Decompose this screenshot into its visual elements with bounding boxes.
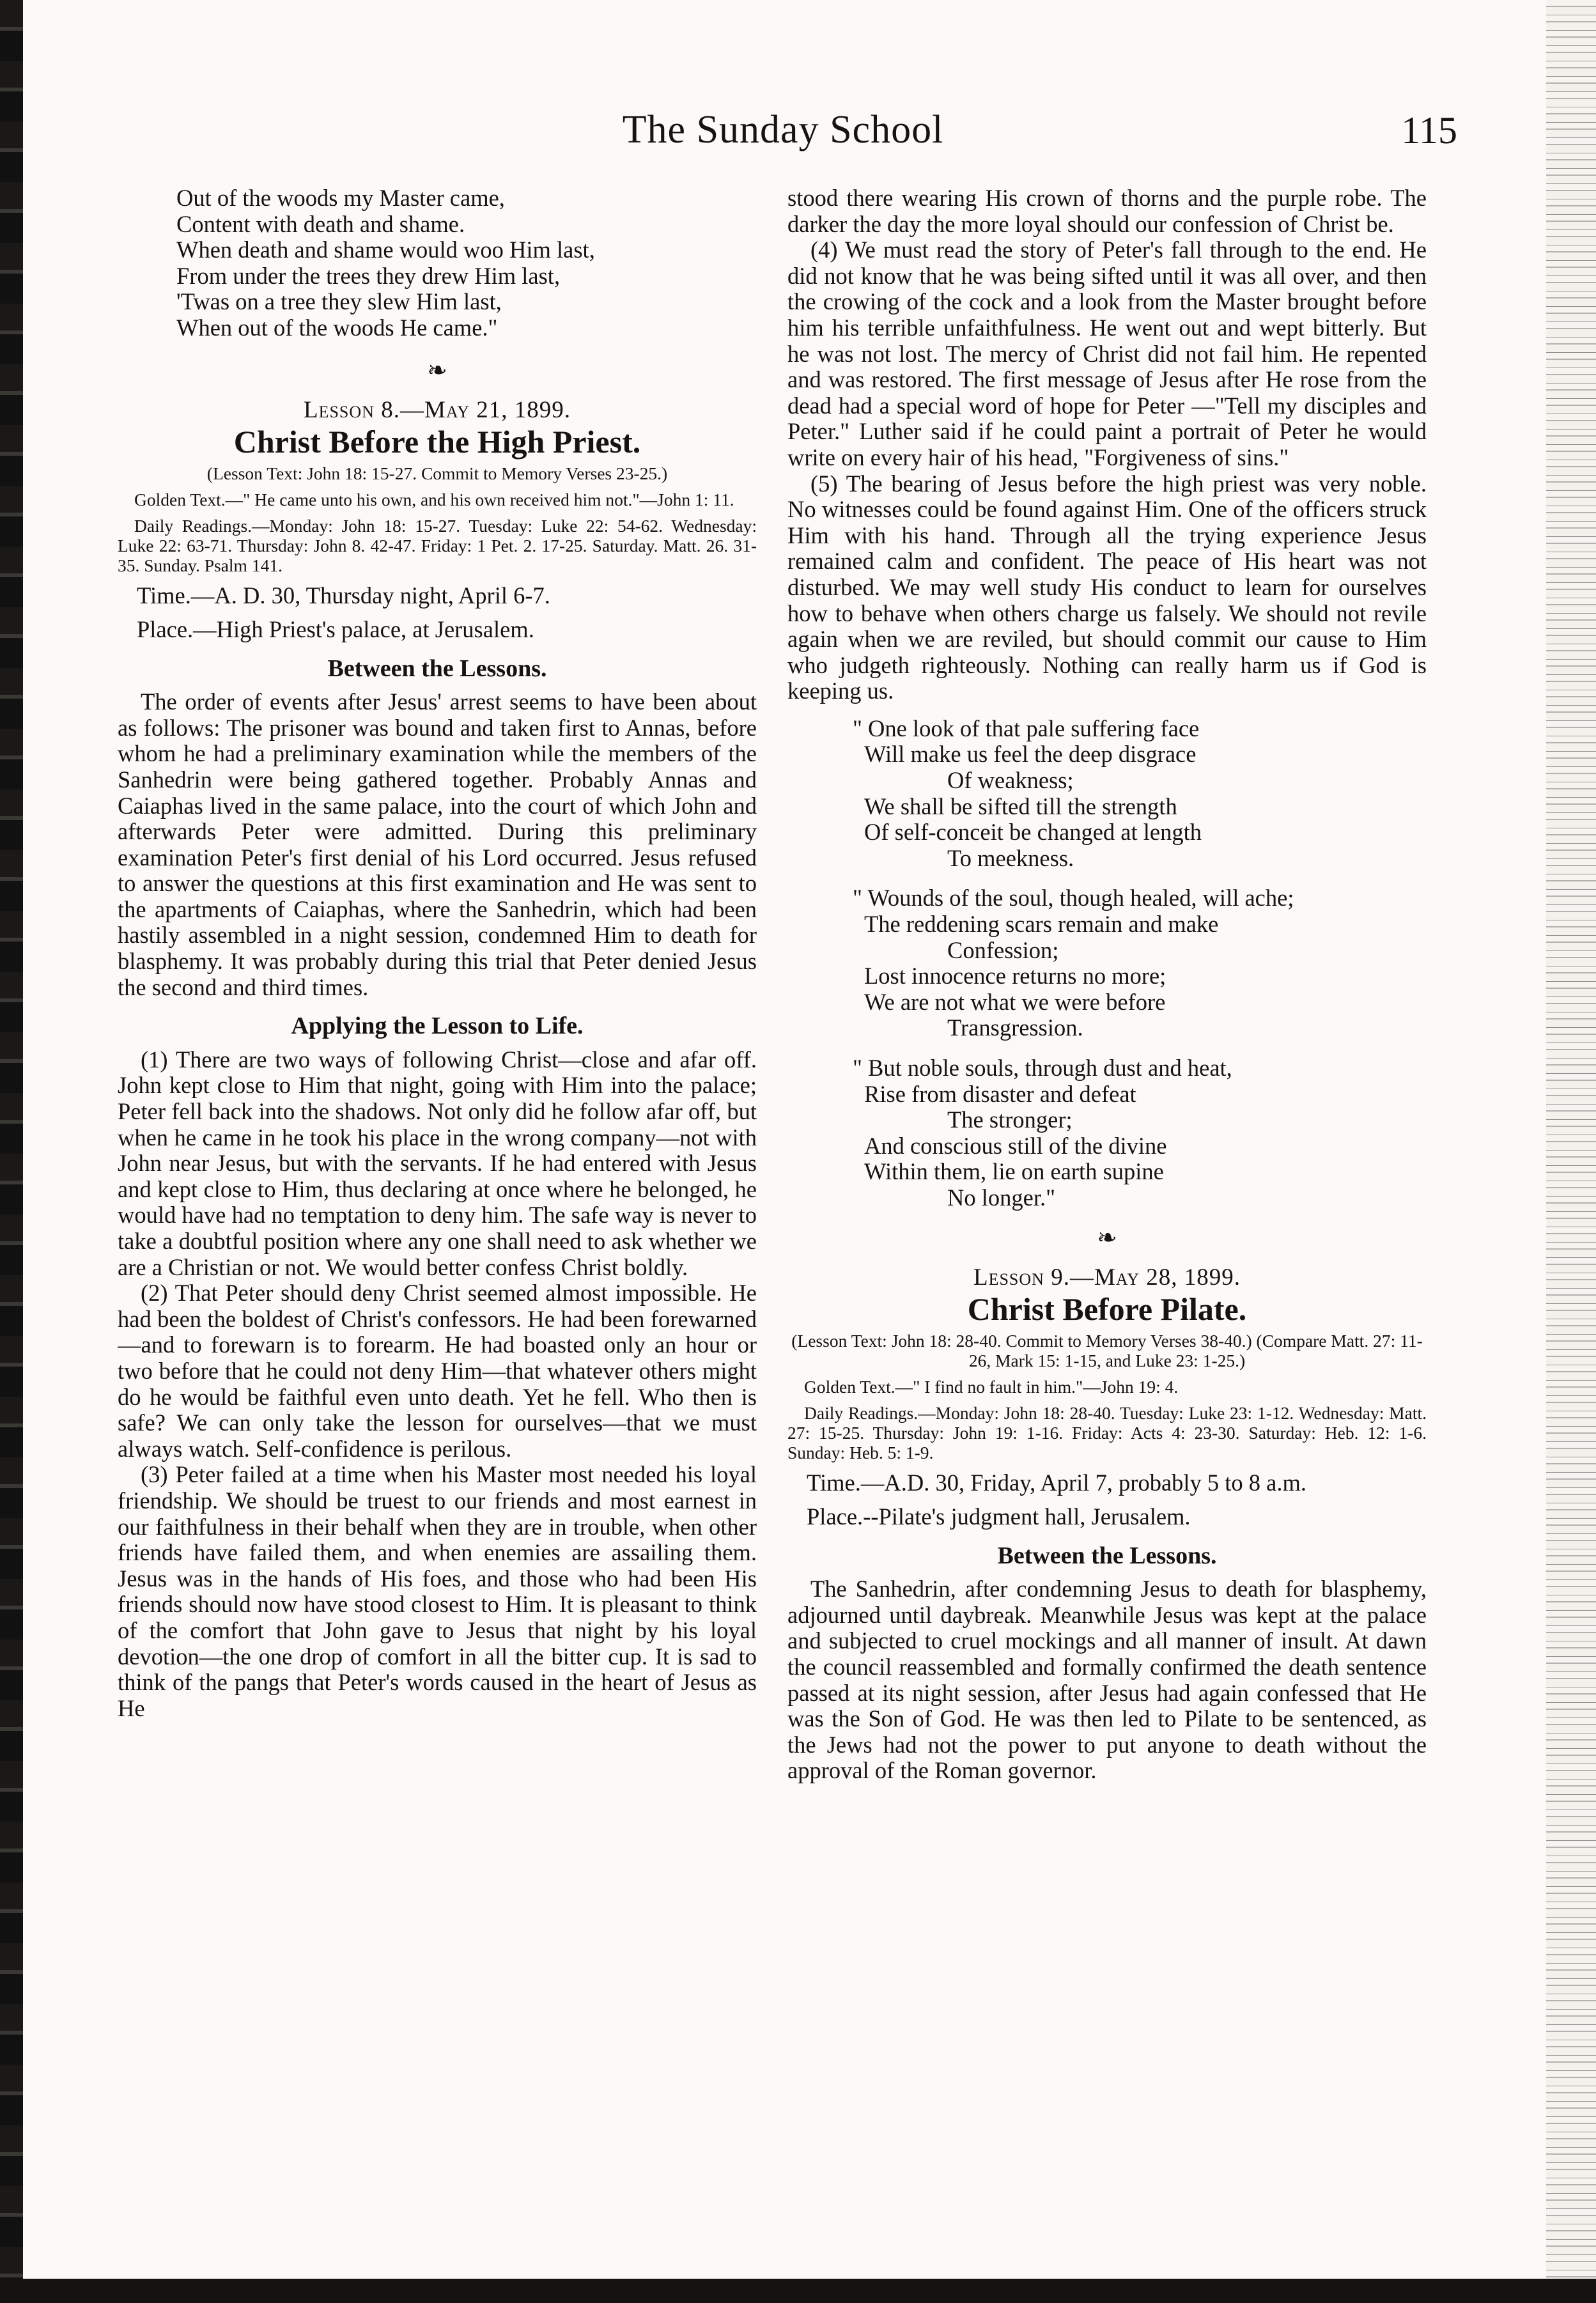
lesson-8-applying-heading: Applying the Lesson to Life.: [291, 1012, 584, 1040]
poem-line: The stronger;: [947, 1106, 1073, 1133]
left-column: [118, 185, 757, 2103]
page-number: 115: [1401, 109, 1457, 151]
lesson-8-point-4: (4) We must read the story of Peter's fall through to the end. He did not know that he was being sifted until it was all over, and then the crowing of the cock and a look from the Master brought before him his terrible unfaithfulness. He went out and wept bitterly. But he was not lost. The mercy of Christ did not fail him. He repented and was restored. The first message of Jesus after He rose from the dead had a special word of hope for Peter —"Tell my disciples and Peter." Luther said if he could paint a portrait of Peter he would write on every hair of his head, "Forgiveness of sins.": [787, 237, 1427, 470]
lesson-9-number: Lesson 9.—May 28, 1899.: [973, 1264, 1241, 1291]
lesson-9-place: Place.--Pilate's judgment hall, Jerusalem.: [807, 1503, 1191, 1530]
opening-poem: [176, 185, 757, 341]
page-edge-bottom: [0, 2279, 1596, 2303]
closing-poem: [853, 715, 1427, 1211]
lesson-9-time: Time.—A.D. 30, Friday, April 7, probably 5 to 8 a.m.: [807, 1469, 1307, 1496]
lesson-9-between-heading: Between the Lessons.: [997, 1542, 1217, 1569]
poem-line: No longer.": [947, 1184, 1055, 1211]
lesson-9-between-text: The Sanhedrin, after condemning Jesus to death for blasphemy, adjourned until daybreak. Meanwhile Jesus was kept at the palace and subjected to cruel mockings and all manner of insult. At dawn the council reassembled and formally confirmed the death sentence passed at its night session, after Jesus had again confessed that He was the Son of God. He was then led to Pilate to be sentenced, as the Jews had not the power to put anyone to death without the approval of the Roman governor.: [787, 1576, 1427, 1784]
poem-line: Of weakness;: [947, 767, 1074, 794]
lesson-8-golden-text: Golden Text.—" He came unto his own, and his own received him not."—John 1: 11.: [134, 490, 734, 510]
poem-line: Lost innocence returns no more;: [864, 963, 1166, 989]
right-column: [787, 185, 1427, 2103]
poem-line: Rise from disaster and defeat: [864, 1080, 1136, 1107]
lesson-9-golden-text: Golden Text.—" I find no fault in him."—John 19: 4.: [804, 1377, 1179, 1397]
page-header: [109, 107, 1457, 165]
poem-line: To meekness.: [947, 844, 1074, 871]
poem-line: Of self-conceit be changed at length: [864, 819, 1202, 846]
lesson-8-daily-readings: Daily Readings.—Monday: John 18: 15-27. Tuesday: Luke 22: 54-62. Wednesday: Luke 22: 63-71. Thursday: John 8. 42-47. Friday: 1 Pet. 2. 17-25. Saturday. Matt. 26. 31-35. Sunday. Psalm 141.: [118, 516, 757, 576]
poem-line: When death and shame would woo Him last,: [176, 237, 595, 263]
fleuron-icon: ❧: [1097, 1224, 1117, 1252]
poem-line: Out of the woods my Master came,: [176, 185, 505, 211]
running-head: The Sunday School: [622, 108, 944, 151]
poem-stanza: [853, 1055, 1427, 1211]
poem-line: And conscious still of the divine: [864, 1132, 1167, 1159]
lesson-8-text-ref: (Lesson Text: John 18: 15-27. Commit to Memory Verses 23-25.): [206, 463, 668, 484]
page-edge-right: [1546, 0, 1596, 2303]
poem-line: Within them, lie on earth supine: [864, 1158, 1164, 1185]
lesson-8-point-3: (3) Peter failed at a time when his Master most needed his loyal friendship. We should be truest to our friends and most earnest in our faithfulness in their behalf when they are in trouble, when other friends have failed them, and when enemies are assailing them. Jesus was in the hands of His foes, and those who had been His friends should now have stood closest to Him. It is pleasant to think of the comfort that John gave to Jesus that night by his loyal devotion—the one drop of comfort in all the bitter cup. It is sad to think of the pangs that Peter's words caused in the heart of Jesus as He: [118, 1461, 757, 1721]
poem-line: Will make us feel the deep disgrace: [864, 741, 1197, 768]
poem-stanza: [853, 885, 1427, 1041]
lesson-9-daily-readings: Daily Readings.—Monday: John 18: 28-40. Tuesday: Luke 23: 1-12. Wednesday: Matt. 27: 15-25. Thursday: John 19: 1-16. Friday: Acts 4: 23-30. Saturday: Heb. 12: 1-6. Sunday: Heb. 5: 1-9.: [787, 1403, 1427, 1463]
poem-line: When out of the woods He came.": [176, 314, 498, 341]
lesson-8-point-1: (1) There are two ways of following Christ—close and afar off. John kept close to Him that night, going with Him into the palace; Peter fell back into the shadows. Not only did he follow afar off, but when he came in he took his place in the wrong company—not with John near Jesus, but with the servants. If he had entered with Jesus and kept close to Him, thus declaring at once where he belonged, he would have had no temptation to deny him. The safe way is never to take a doubtful position where any one shall need to ask whether we are a Christian or not. We would better confess Christ boldly.: [118, 1046, 757, 1280]
book-spine-shadow: [0, 0, 23, 2303]
lesson-8-number: Lesson 8.—May 21, 1899.: [303, 397, 571, 424]
lesson-8-time: Time.—A. D. 30, Thursday night, April 6-7.: [137, 582, 550, 609]
poem-line: Transgression.: [947, 1014, 1083, 1041]
lesson-8-title: Christ Before the High Priest.: [233, 423, 641, 460]
poem-line: " But noble souls, through dust and heat,: [853, 1055, 1232, 1081]
poem-line: Confession;: [947, 936, 1059, 963]
poem-line: " Wounds of the soul, though healed, will ache;: [853, 885, 1294, 911]
poem-line: 'Twas on a tree they slew Him last,: [176, 288, 502, 315]
lesson-9-title: Christ Before Pilate.: [967, 1291, 1247, 1327]
poem-line: Content with death and shame.: [176, 210, 465, 237]
lesson-8-between-heading: Between the Lessons.: [327, 655, 547, 682]
poem-line: We shall be sifted till the strength: [864, 793, 1177, 819]
poem-line: " One look of that pale suffering face: [853, 715, 1200, 741]
lesson-9-text-ref: (Lesson Text: John 18: 28-40. Commit to Memory Verses 38-40.) (Compare Matt. 27: 11-26, Mark 15: 1-15, and Luke 23: 1-25.): [791, 1331, 1423, 1371]
poem-line: From under the trees they drew Him last,: [176, 262, 561, 289]
poem-stanza: [853, 715, 1427, 872]
lesson-8-place: Place.—High Priest's palace, at Jerusalem.: [137, 616, 534, 642]
fleuron-icon: ❧: [427, 357, 447, 384]
poem-line: We are not what we were before: [864, 988, 1166, 1015]
lesson-8-point-5: (5) The bearing of Jesus before the high priest was very noble. No witnesses could be found against Him. One of the officers struck Him with his hand. Through all the trying experience Jesus remained calm and confident. The peace of His heart was not disturbed. We may well study His conduct to learn for ourselves how to behave when others charge us falsely. We should not revile again when we are reviled, but should commit our cause to Him who judgeth righteously. Nothing can really harm us if God is keeping us.: [787, 470, 1427, 704]
poem-line: The reddening scars remain and make: [864, 911, 1219, 938]
lesson-8-point-2: (2) That Peter should deny Christ seemed almost impossible. He had been the boldest of Christ's confessors. He had been forewarned—and to forewarn is to forearm. He had boasted only an hour or two before that he could not deny Him—that whatever others might do he would be faithful even unto death. Yet he fell. Who then is safe? We can only take the lesson for ourselves—that we must always watch. Self-confidence is perilous.: [118, 1280, 757, 1462]
lesson-8-point-3-continued: stood there wearing His crown of thorns and the purple robe. The darker the day the more loyal should our confession of Christ be.: [787, 185, 1427, 237]
lesson-8-between-text: The order of events after Jesus' arrest seems to have been about as follows: The prisoner was bound and taken first to Annas, before whom he had a preliminary examination while the members of the Sanhedrin were being gathered together. Probably Annas and Caiaphas lived in the same palace, into the court of which John and afterwards Peter were admitted. During this preliminary examination Peter's first denial of his Lord occurred. Jesus refused to answer the questions at this first examination and He was sent to the apartments of Caiaphas, where the Sanhedrin, which had been hastily assembled in a night session, condemned Him to death for blasphemy. It was probably during this trial that Peter denied Jesus the second and third times.: [118, 688, 757, 1000]
